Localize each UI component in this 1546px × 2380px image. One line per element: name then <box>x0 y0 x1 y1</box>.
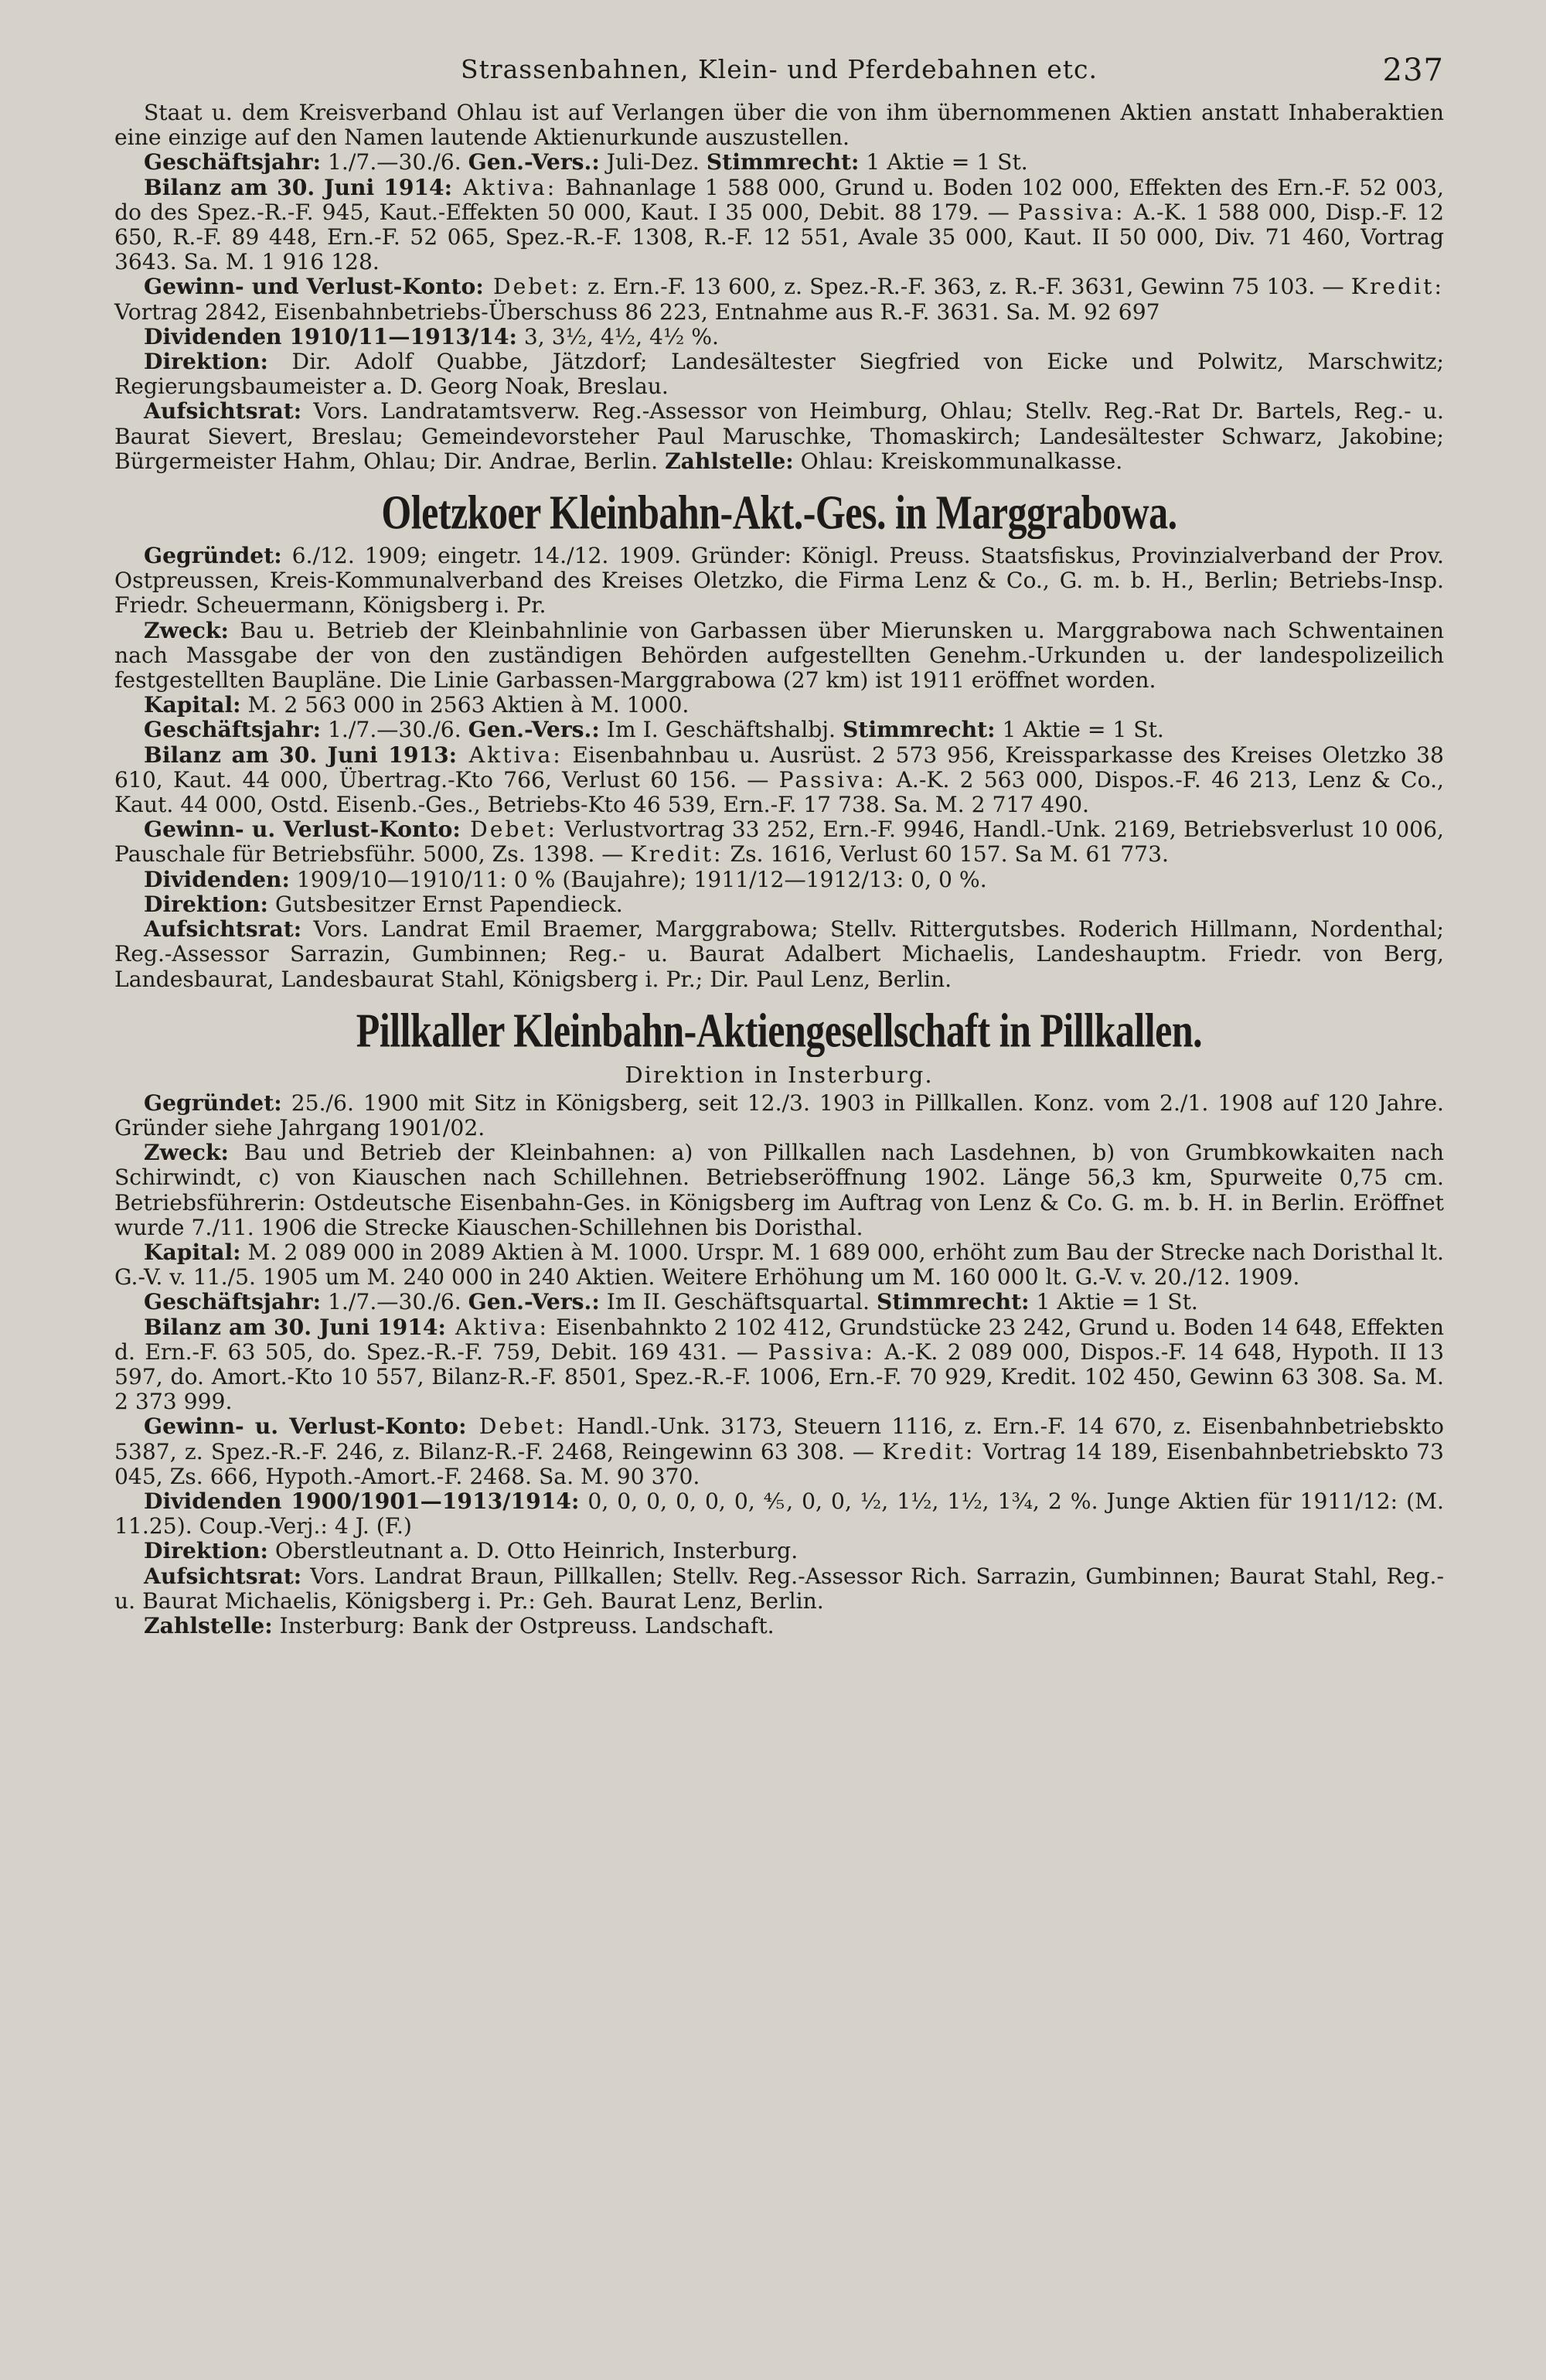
zahlstelle-line <box>114 1614 1444 1638</box>
geschaeftsjahr-value: 1./7.—30./6. <box>321 1289 468 1315</box>
aufsichtsrat-paragraph <box>114 1564 1444 1614</box>
zweck-label: Zweck: <box>144 1140 229 1166</box>
geschaeftsjahr-label: Geschäftsjahr: <box>144 149 322 176</box>
company-title: Pillkaller Kleinbahn-Aktiengesellschaft in Pillkallen. <box>356 1002 1203 1057</box>
gegruendet-paragraph <box>114 1091 1444 1141</box>
direktion-label: Direktion: <box>144 1538 268 1564</box>
dividenden-line <box>114 868 1444 892</box>
stimmrecht-label: Stimmrecht: <box>706 149 860 176</box>
kapital-label: Kapital: <box>144 1239 241 1265</box>
zahlstelle-text: Ohlau: Kreiskommunalkasse. <box>793 448 1123 474</box>
genvers-value: Juli-Dez. <box>599 149 707 176</box>
stimmrecht-value: 1 Aktie = 1 St. <box>859 149 1028 176</box>
zweck-paragraph <box>114 1141 1444 1240</box>
zahlstelle-label: Zahlstelle: <box>665 448 794 474</box>
gegruendet-label: Gegründet: <box>144 543 282 569</box>
stimmrecht-label: Stimmrecht: <box>842 717 996 743</box>
geschaeftsjahr-value: 1./7.—30./6. <box>321 149 468 176</box>
aufsichtsrat-label: Aufsichtsrat: <box>144 1563 302 1589</box>
section-ohlau-continuation <box>114 101 1444 474</box>
section-pillkaller <box>114 1002 1445 1638</box>
geschaeftsjahr-value: 1./7.—30./6. <box>321 717 468 743</box>
debet-label: Debet: <box>460 817 558 843</box>
aufsichtsrat-label: Aufsichtsrat: <box>144 916 302 943</box>
dividenden-text: 3, 3½, 4½, 4½ %. <box>516 323 719 349</box>
dividenden-label: Dividenden 1910/11—1913/14: <box>144 323 517 349</box>
gewinn-paragraph <box>114 1414 1444 1489</box>
gegruendet-label: Gegründet: <box>144 1089 282 1116</box>
genvers-value: Im II. Geschäftsquartal. <box>599 1289 877 1315</box>
bilanz-text: Eisenbahnbau u. Ausrüst. 2 573 956, Kreissparkasse des Kreises Oletzko 38 610, Kaut. 44 000, Übertrag.-Kto 766, Verlust 60 156. — <box>114 742 1444 793</box>
stimmrecht-label: Stimmrecht: <box>876 1289 1030 1315</box>
direktion-text: Dir. Adolf Quabbe, Jätzdorf; Landesältester Siegfried von Eicke und Polwitz, Marschwitz; Regierungsbaumeister a. D. Georg Noak, Breslau. <box>114 349 1444 400</box>
gewinn-text: Verlustvortrag 33 252, Ern.-F. 9946, Handl.-Unk. 2169, Betriebsverlust 10 006, Pauschale für Betriebsführ. 5000, Zs. 1398. — <box>114 817 1444 868</box>
passiva-text: A.-K. 2 563 000, Dispos.-F. 46 213, Lenz & Co., Kaut. 44 000, Ostd. Eisenb.-Ges., Betriebs-Kto 46 539, Ern.-F. 17 738. Sa. M. 2 717 490. <box>114 766 1444 818</box>
geschaeftsjahr-line <box>114 1290 1444 1314</box>
aufsichtsrat-label: Aufsichtsrat: <box>144 398 302 425</box>
stimmrecht-value: 1 Aktie = 1 St. <box>995 717 1164 743</box>
direktion-paragraph <box>114 349 1444 399</box>
genvers-label: Gen.-Vers.: <box>468 149 600 176</box>
gewinn-text: z. Ern.-F. 13 600, z. Spez.-R.-F. 363, z. R.-F. 3631, Gewinn 75 103. — <box>580 274 1351 300</box>
company-title: Oletzkoer Kleinbahn-Akt.-Ges. in Marggrabowa. <box>381 485 1177 540</box>
dividenden-label: Dividenden: <box>144 866 290 892</box>
geschaeftsjahr-line <box>114 150 1444 175</box>
gewinn-label: Gewinn- u. Verlust-Konto: <box>144 817 461 843</box>
kapital-line <box>114 693 1444 718</box>
aufsichtsrat-text: Vors. Landrat Braun, Pillkallen; Stellv. Reg.-Assessor Rich. Sarrazin, Gumbinnen; Baurat Stahl, Reg.- u. Baurat Michaelis, Königsberg i. Pr.: Geh. Baurat Lenz, Berlin. <box>114 1563 1444 1614</box>
direktion-label: Direktion: <box>144 349 268 375</box>
genvers-value: Im I. Geschäftshalbj. <box>599 717 843 743</box>
kredit-text: Zs. 1616, Verlust 60 157. Sa M. 61 773. <box>723 841 1169 868</box>
dividenden-text: 1909/10—1910/11: 0 % (Baujahre); 1911/12—1912/13: 0, 0 %. <box>289 866 987 892</box>
running-head <box>114 46 1444 101</box>
gewinn-text: Handl.-Unk. 3173, Steuern 1116, z. Ern.-F. 14 670, z. Eisenbahnbetriebskto 5387, z. Spez.-R.-F. 246, z. Bilanz-R.-F. 2468, Reingewinn 63 308. — <box>114 1413 1445 1464</box>
kapital-text: M. 2 563 000 in 2563 Aktien à M. 1000. <box>240 692 690 718</box>
direktion-label: Direktion: <box>144 891 268 917</box>
genvers-label: Gen.-Vers.: <box>468 1289 600 1315</box>
kapital-label: Kapital: <box>144 692 241 718</box>
direktion-line <box>114 1539 1444 1563</box>
passiva-text: A.-K. 1 588 000, Disp.-F. 12 650, R.-F. 89 448, Ern.-F. 52 065, Spez.-R.-F. 1308, R.-F. 12 551, Avale 35 000, Kaut. II 50 000, Div. 71 460, Vortrag 3643. Sa. M. 1 916 128. <box>114 199 1444 275</box>
aktiva-label: Aktiva: <box>452 174 557 200</box>
kredit-text: Vortrag 2842, Eisenbahnbetriebs-Überschuss 86 223, Entnahme aus R.-F. 3631. Sa. M. 92 697 <box>114 298 1160 325</box>
bilanz-label: Bilanz am 30. Juni 1913: <box>144 742 458 768</box>
kredit-label: Kredit: <box>630 841 724 868</box>
geschaeftsjahr-label: Geschäftsjahr: <box>144 1289 322 1315</box>
running-title: Strassenbahnen, Klein- und Pferdebahnen etc. <box>460 54 1098 84</box>
aufsichtsrat-paragraph <box>114 917 1444 992</box>
kredit-label: Kredit: <box>1350 274 1444 300</box>
kapital-text: M. 2 089 000 in 2089 Aktien à M. 1000. Urspr. M. 1 689 000, erhöht zum Bau der Strecke nach Doristhal lt. G.-V. v. 11./5. 1905 um M. 240 000 in 240 Aktien. Weitere Erhöhung um M. 160 000 lt. G.-V. v. 20./12. 1909. <box>114 1239 1444 1291</box>
passiva-text: A.-K. 2 089 000, Dispos.-F. 14 648, Hypoth. II 13 597, do. Amort.-Kto 10 557, Bilanz-R.-F. 8501, Spez.-R.-F. 1006, Ern.-F. 70 929, Kredit. 102 450, Gewinn 63 308. Sa. M. 2 373 999. <box>114 1338 1445 1415</box>
direktion-text: Oberstleutnant a. D. Otto Heinrich, Insterburg. <box>267 1538 799 1564</box>
gegruendet-text: 6./12. 1909; eingetr. 14./12. 1909. Gründer: Königl. Preuss. Staatsfiskus, Provinzialverband der Prov. Ostpreussen, Kreis-Kommunalverband des Kreises Oletzko, die Firma Lenz & Co., G. m. b. H., Berlin; Betriebs-Insp. Friedr. Scheuermann, Königsberg i. Pr. <box>114 543 1444 619</box>
zweck-text: Bau u. Betrieb der Kleinbahnlinie von Garbassen über Mierunsken u. Marggrabowa nach Schwentainen nach Massgabe der von den zuständigen Behörden aufgestellten Genehm.-Urkunden u. der landespolizeilich festgestellten Baupläne. Die Linie Garbassen-Marggrabowa (27 km) ist 1911 eröffnet worden. <box>114 617 1444 694</box>
geschaeftsjahr-line <box>114 718 1444 742</box>
gegruendet-text: 25./6. 1900 mit Sitz in Königsberg, seit 12./3. 1903 in Pillkallen. Konz. vom 2./1. 1908 auf 120 Jahre. Gründer siehe Jahrgang 1901/02. <box>114 1089 1444 1141</box>
section-oletzkoer <box>114 485 1444 992</box>
passiva-label: Passiva: <box>1017 199 1125 225</box>
company-subtitle: Direktion in Insterburg. <box>625 1061 934 1088</box>
genvers-label: Gen.-Vers.: <box>468 717 600 743</box>
aufsichtsrat-text: Vors. Landrat Emil Braemer, Marggrabowa; Stellv. Rittergutsbes. Roderich Hillmann, Nordenthal; Reg.-Assessor Sarrazin, Gumbinnen; Reg.- u. Baurat Adalbert Michaelis, Landeshauptm. Friedr. von Berg, Landesbaurat, Landesbaurat Stahl, Königsberg i. Pr.; Dir. Paul Lenz, Berlin. <box>114 916 1444 992</box>
direktion-line <box>114 892 1444 917</box>
dividenden-paragraph <box>114 1489 1444 1539</box>
intro-paragraph: Staat u. dem Kreisverband Ohlau ist auf Verlangen über die von ihm übernommenen Aktien anstatt Inhaberaktien eine einzige auf den Namen lautende Aktienurkunde auszustellen. <box>114 100 1444 151</box>
gewinn-label: Gewinn- und Verlust-Konto: <box>144 274 484 300</box>
kredit-text: Vortrag 14 189, Eisenbahnbetriebskto 73 045, Zs. 666, Hypoth.-Amort.-F. 2468. Sa. M. 90 370. <box>114 1438 1444 1489</box>
zweck-label: Zweck: <box>144 617 229 643</box>
aufsichtsrat-text: Vors. Landratamtsverw. Reg.-Assessor von Heimburg, Ohlau; Stellv. Reg.-Rat Dr. Bartels, Reg.- u. Baurat Sievert, Breslau; Gemeindevorsteher Paul Maruschke, Thomaskirch; Landesältester Schwarz, Jakobine; Bürgermeister Hahm, Ohlau; Dir. Andrae, Berlin. <box>114 398 1444 474</box>
gegruendet-paragraph <box>114 544 1444 619</box>
debet-label: Debet: <box>483 274 581 300</box>
passiva-label: Passiva: <box>768 1338 876 1365</box>
bilanz-text: Bahnanlage 1 588 000, Grund u. Boden 102 000, Effekten des Ern.-F. 52 003, do des Spez.-R.-F. 945, Kaut.-Effekten 50 000, Kaut. I 35 000, Debit. 88 179. — <box>114 174 1444 225</box>
aktiva-label: Aktiva: <box>445 1314 550 1340</box>
gewinn-paragraph <box>114 817 1444 867</box>
bilanz-paragraph <box>114 1315 1444 1415</box>
gewinn-label: Gewinn- u. Verlust-Konto: <box>144 1413 467 1440</box>
dividenden-label: Dividenden 1900/1901—1913/1914: <box>144 1488 580 1514</box>
page-number: 237 <box>1382 53 1444 88</box>
bilanz-label: Bilanz am 30. Juni 1914: <box>144 1314 446 1340</box>
kredit-label: Kredit: <box>882 1438 976 1464</box>
dividenden-line <box>114 325 1444 349</box>
bilanz-paragraph <box>114 176 1444 275</box>
dividenden-text: 0, 0, 0, 0, 0, 0, ⅘, 0, 0, ½, 1½, 1½, 1¾, 2 %. Junge Aktien für 1911/12: (M. 11.25). Coup.-Verj.: 4 J. (F.) <box>114 1488 1444 1539</box>
aufsichtsrat-paragraph <box>114 399 1444 474</box>
zahlstelle-text: Insterburg: Bank der Ostpreuss. Landschaft. <box>272 1612 775 1638</box>
direktion-text: Gutsbesitzer Ernst Papendieck. <box>267 891 623 917</box>
aktiva-label: Aktiva: <box>457 742 563 768</box>
zweck-paragraph <box>114 619 1444 694</box>
kapital-paragraph <box>114 1240 1444 1290</box>
bilanz-paragraph <box>114 743 1444 818</box>
passiva-label: Passiva: <box>778 766 887 793</box>
bilanz-text: Eisenbahnkto 2 102 412, Grundstücke 23 242, Grund u. Boden 14 648, Effekten d. Ern.-F. 63 505, do. Spez.-R.-F. 759, Debit. 169 431. — <box>114 1314 1445 1365</box>
bilanz-label: Bilanz am 30. Juni 1914: <box>144 174 453 200</box>
gewinn-paragraph <box>114 274 1444 324</box>
zahlstelle-label: Zahlstelle: <box>144 1612 273 1638</box>
geschaeftsjahr-label: Geschäftsjahr: <box>144 717 322 743</box>
zweck-text: Bau und Betrieb der Kleinbahnen: a) von Pillkallen nach Lasdehnen, b) von Grumbkowkaiten nach Schirwindt, c) von Kiauschen nach Schillehnen. Betriebseröffnung 1902. Länge 56,3 km, Spurweite 0,75 cm. Betriebsführerin: Ostdeutsche Eisenbahn-Ges. in Königsberg im Auftrag von Lenz & Co. G. m. b. H. in Berlin. Eröffnet wurde 7./11. 1906 die Strecke Kiauschen-Schillehnen bis Doristhal. <box>114 1140 1444 1240</box>
debet-label: Debet: <box>466 1413 567 1440</box>
stimmrecht-value: 1 Aktie = 1 St. <box>1029 1289 1198 1315</box>
